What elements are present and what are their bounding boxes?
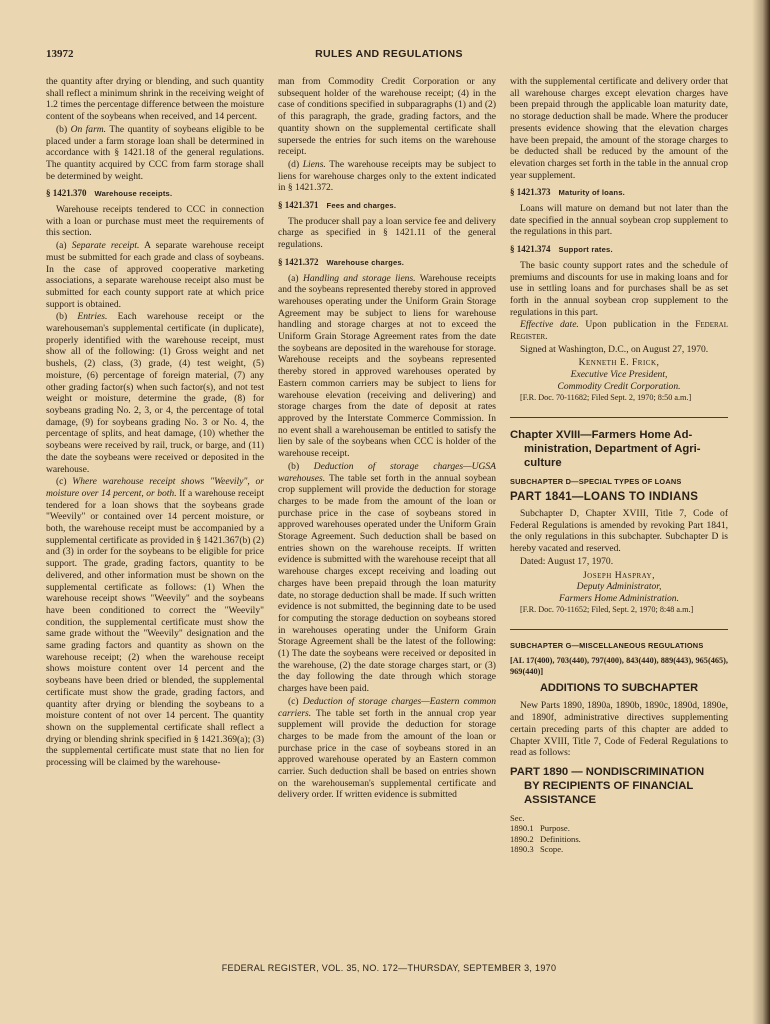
paragraph: (c) Deduction of storage charges—Eastern common carriers. The table set forth in the annual crop year supplement will provide the deduction for storage charges to be made from the amount of the loan or purchase price in the case of soybeans stored in an approved warehouse operated by an Eastern common carrier. Such deduction shall be based on entries shown on the warehouseman's supplemental certificate and delivery order. If written evidence is submitted	[278, 695, 496, 801]
section-contents	[510, 813, 728, 855]
signer-name: Joseph Haspray,	[582, 569, 656, 581]
toc-row: 1890.1 Purpose.	[510, 823, 570, 834]
toc-row: 1890.2 Definitions.	[510, 833, 581, 844]
chapter-heading: Chapter XVIII—Farmers Home Ad- ministration, Department of Agri- culture	[510, 428, 701, 469]
paragraph: with the supplemental certificate and delivery order that all warehouse charges except elevation charges have been prepaid through the applicable loan maturity date, no storage deduction shall be made. Where the producer presents evidence showing that the elevation charges have been prepaid, the amount of the storage charges to be deducted shall be reduced by the amount of the elevation charges set forth in the table in the annual crop year supplement.	[510, 76, 728, 181]
column-2	[278, 76, 496, 956]
section-heading: § 1421.371 Fees and charges.	[278, 200, 397, 211]
paragraph: (a) Handling and storage liens. Warehouse receipts and the soybeans represented thereby stored in approved warehouses operating under the Uniform Grain Storage Agreement may be subject to liens for warehouse handling and storage charges at not to exceed the Uniform Grain Storage Agreement rates from the date the soybeans are deposited in the warehouse for storage. Warehouse receipts and the soybeans represented thereby stored in approved warehouses operated by Eastern common carriers may be subject to liens for warehouse elevation (receiving and delivering) and storage charges from the date of deposit at rates approved by the Interstate Commerce Commission. In no event shall a warehouseman be entitled to satisfy the lien by sale of the soybeans when CCC is holder of the warehouse receipt.	[278, 272, 496, 460]
section-heading: § 1421.370 Warehouse receipts.	[46, 188, 173, 199]
paragraph: the quantity after drying or blending, and such quantity shall reflect a minimum shrink in the receiving weight of 1.2 times the percentage difference between the moisture content of the soybeans when received, and 14 percent.	[46, 76, 264, 123]
subchapter-heading: SUBCHAPTER G—MISCELLANEOUS REGULATIONS	[510, 640, 704, 650]
column-1	[46, 76, 264, 956]
signer-agency: Commodity Credit Corporation.	[557, 380, 681, 392]
paragraph: Subchapter D, Chapter XVIII, Title 7, Code of Federal Regulations is amended by revoking Part 1841, the only regulations in this subchapter. Subchapter D is hereby vacated and reserved.	[510, 507, 728, 555]
dated-line: Dated: August 17, 1970.	[520, 555, 614, 567]
signed-line: Signed at Washington, D.C., on August 27, 1970.	[520, 343, 709, 355]
section-heading: § 1421.372 Warehouse charges.	[278, 256, 405, 267]
part-1890-heading: PART 1890 — NONDISCRIMINATION BY RECIPIENTS OF FINANCIAL ASSISTANCE	[510, 765, 705, 806]
signature-block	[510, 357, 728, 392]
paragraph: (d) Liens. The warehouse receipts may be subject to liens for warehouse charges only to the extent indicated in § 1421.372.	[278, 158, 496, 194]
divider	[510, 417, 728, 418]
signer-title: Executive Vice President,	[570, 369, 668, 381]
fr-doc-citation: [F.R. Doc. 70-11652; Filed, Sept. 2, 1970; 8:48 a.m.]	[520, 604, 694, 614]
signature-block	[510, 570, 728, 605]
page-header	[46, 48, 732, 66]
divider	[510, 629, 728, 630]
section-heading: § 1421.373 Maturity of loans.	[510, 187, 625, 198]
column-3	[510, 76, 728, 956]
paragraph: (b) Deduction of storage charges—UGSA warehouses. The table set forth in the annual soybean crop supplement will provide the deduction for storage charges to be made from the amount of the loan or purchase price in the case of soybeans stored in approved warehouses operated under the Uniform Grain Storage Agreement. Such deduction shall be based on entries shown on the warehouse receipts. If written evidence is submitted with the warehouse receipt that all warehouse charges except receiving and loading out charges have been prepaid through the loan maturity date, no storage deduction shall be made. If such written evidence is not submitted, the beginning date to be used for computing the storage deduction on soybeans stored in warehouses operating under the Uniform Grain Storage Agreement shall be the latest of the following: (1) The date the soybeans were received or deposited in the warehouse, (2) the date storage charges start, or (3) the day following the date through which storage charges have been paid.	[278, 460, 496, 695]
toc-sec-label: Sec.	[510, 812, 525, 823]
text-columns	[46, 76, 732, 956]
additions-heading: ADDITIONS TO SUBCHAPTER	[539, 681, 699, 694]
signer-title: Deputy Administrator,	[576, 581, 662, 593]
signer-agency: Farmers Home Administration.	[559, 592, 679, 604]
paragraph: Loans will mature on demand but not later than the date specified in the annual soybean crop supplement to the regulations in this part.	[510, 203, 728, 238]
fr-doc-citation: [F.R. Doc. 70-11682; Filed Sept. 2, 1970; 8:50 a.m.]	[520, 392, 692, 402]
paragraph: The basic county support rates and the schedule of premiums and discounts for use in making loans and for use in settling loans and for purchases shall be as set forth in the annual soybean crop supplement to the regulations in this part.	[510, 259, 728, 318]
toc-row: 1890.3 Scope.	[510, 844, 564, 855]
paragraph: man from Commodity Credit Corporation or any subsequent holder of the warehouse receipt; (4) in the case of conditions specified in subparagraphs (1) and (2) of this paragraph, the grade, grading factors, and the quantity shown on the supplemental certificate shall supersede the entries for such items on the warehouse receipt.	[278, 76, 496, 158]
paragraph: (c) Where warehouse receipt shows "Weevily", or moisture over 14 percent, or both. If a warehouse receipt tendered for a loan shows that the soybeans grade "Weevily" or contained over 14 percent moisture, or both, the warehouse receipt must be accompanied by a supplemental certificate as provided in § 1421.367(b) (2) and (3) in order for the soybeans to be eligible for price support. The grade, grading factors, quantity to be delivered, and other information must be shown on the supplemental certificate as follows: (1) When the warehouse receipt shows "Weevily" and the soybeans have been conditioned to correct the "Weevily" condition, the supplemental certificate must show the same grade without the "Weevily" designation and the same grading factors and quantity as shown on the warehouse receipt; (2) when the warehouse receipt shows moisture content over 14 percent and the soybeans have been dried or blended, the supplemental certificate must show the grade, grading factors, and quantity after drying or blending the soybeans to a moisture content of not over 14 percent. The quantity shown on the supplemental certificate shall reflect a drying or blending shrink specified in § 1421.369(a); (3) the supplemental certificate must state that no lien for processing will be claimed by the warehouse-	[46, 476, 264, 769]
section-heading: § 1421.374 Support rates.	[510, 244, 613, 255]
running-title: RULES AND REGULATIONS	[315, 48, 463, 60]
part-heading: PART 1841—LOANS TO INDIANS	[510, 491, 699, 504]
signer-name: Kenneth E. Frick,	[578, 357, 660, 369]
paragraph: (b) On farm. The quantity of soybeans eligible to be placed under a farm storage loan shall be determined in accordance with § 1421.18 of the general regulations. The quantity acquired by CCC from farm storage shall be determined by weight.	[46, 123, 264, 182]
amendment-codes: [AL 17(400), 703(440), 797(400), 843(440), 889(443), 965(465), 969(440)]	[510, 656, 728, 676]
paragraph: Warehouse receipts tendered to CCC in connection with a loan or purchase must meet the requirements of this section.	[46, 204, 264, 239]
paragraph: (a) Separate receipt. A separate warehouse receipt must be submitted for each grade and class of soybeans. In the case of approved cooperative marketing associations, a separate warehouse receipt also must be submitted for each county support rate at which price support is obtained.	[46, 240, 264, 310]
effective-date: Effective date. Upon publication in the Federal Register.	[510, 319, 728, 343]
page-edge-shadow	[752, 0, 770, 1024]
paragraph: (b) Entries. Each warehouse receipt or the warehouseman's supplemental certificate (in duplicate), properly identified with the warehouse receipt, must show all of the following: (1) Gross weight and net bushels, (2) class, (3) grade, (4) test weight, (5) moisture, (6) percentage of foreign material, (7) any other grading factor(s) when such factor(s), and not test weight or moisture, determine the grade, (8) for soybeans grading No. 2, 3, or 4, the percentage of total damage, (9) for soybeans grading No. 3 or No. 4, the percentage of splits, and heat damage, (10) whether the soybeans were received by rail, truck, or barge, and (11) the date the soybeans were received or deposited in the warehouse.	[46, 311, 264, 475]
page-number: 13972	[46, 48, 74, 60]
paragraph: The producer shall pay a loan service fee and delivery charge as specified in § 1421.11 of the general regulations.	[278, 215, 496, 251]
paragraph: New Parts 1890, 1890a, 1890b, 1890c, 1890d, 1890e, and 1890f, administrative directives supplementing certain preceding parts of this chapter are added to Chapter XVIII, Title 7, Code of Federal Regulations to read as follows:	[510, 700, 728, 759]
subchapter-heading: SUBCHAPTER D—SPECIAL TYPES OF LOANS	[510, 476, 682, 486]
page-footer: FEDERAL REGISTER, VOL. 35, NO. 172—THURSDAY, SEPTEMBER 3, 1970	[221, 963, 557, 973]
